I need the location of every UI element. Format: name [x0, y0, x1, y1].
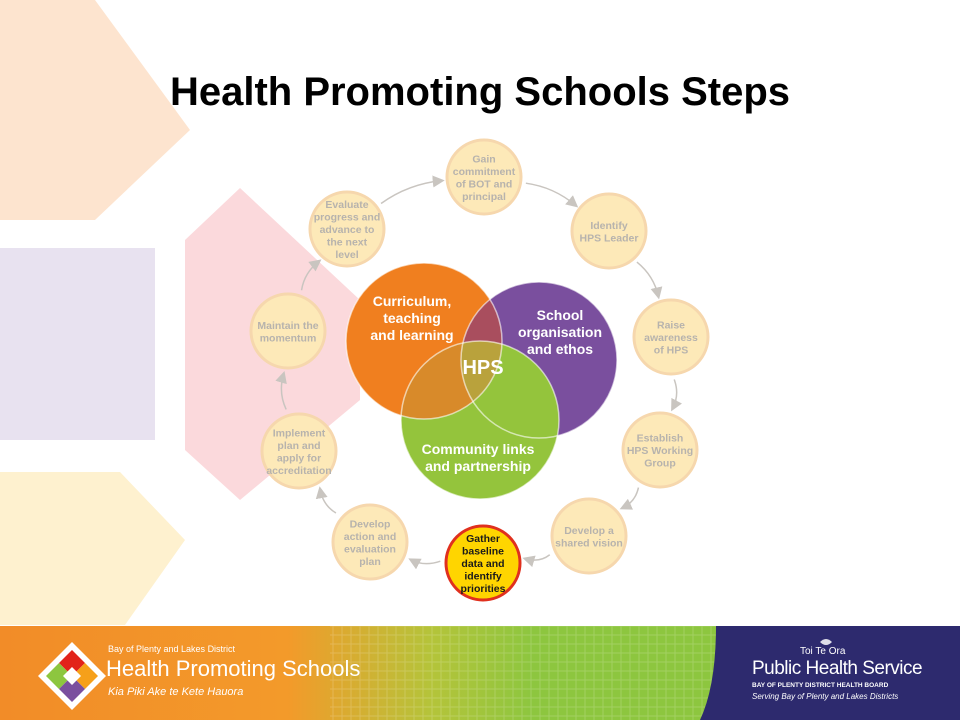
step-8-node [262, 414, 336, 488]
cycle-arrow [411, 560, 440, 564]
cycle-arrow [302, 261, 320, 290]
step-2-label: Identify HPS Leader [579, 219, 639, 245]
step-1-node [447, 140, 521, 214]
step-2-node [572, 194, 646, 268]
footer-board-name: BAY OF PLENTY DISTRICT HEALTH BOARD [752, 682, 889, 689]
cycle-arrow [673, 380, 677, 409]
footer-service-name: Public Health Service [752, 658, 923, 679]
footer-banner [0, 626, 960, 720]
footer-program-name: Health Promoting Schools [106, 656, 361, 681]
venn-diagram [346, 263, 617, 499]
step-1-label: Gain commitment of BOT and principal [452, 153, 516, 203]
step-10-node [310, 192, 384, 266]
step-7-label: Develop action and evaluation plan [343, 518, 397, 568]
step-10-label: Evaluate progress and advance to the next level [313, 199, 381, 261]
cycle-arrow [320, 489, 336, 513]
footer-maori-name: Toi Te Ora [800, 646, 846, 657]
cycle-arrow [525, 555, 549, 560]
step-5-node [552, 499, 626, 573]
step-6-node [446, 526, 520, 600]
step-3-node [634, 300, 708, 374]
venn-label-hps-center: HPS [462, 357, 504, 379]
step-6-label: Gather baseline data and identify priorities [460, 533, 506, 595]
cycle-arrow [381, 181, 442, 204]
venn-label-curriculum: Curriculum, teaching and learning [370, 293, 454, 343]
cycle-arrow [526, 183, 576, 205]
step-8-label: Implement plan and apply for accreditation [266, 427, 332, 477]
step-5-label: Develop a shared vision [555, 524, 623, 550]
cycle-arrow [622, 488, 638, 508]
footer-region-label: Bay of Plenty and Lakes District [108, 644, 236, 654]
step-9-label: Maintain the momentum [257, 319, 319, 345]
step-4-node [623, 413, 697, 487]
venn-label-school: School organisation and ethos [517, 307, 603, 357]
step-4-label: Establish HPS Working Group [626, 432, 694, 470]
footer-serving-text: Serving Bay of Plenty and Lakes Districts [752, 692, 899, 701]
slide-title: Health Promoting Schools Steps [169, 70, 791, 114]
footer-grid-pattern [330, 626, 720, 720]
step-9-node [251, 294, 325, 368]
venn-label-community: Community links and partnership [421, 441, 535, 474]
cycle-arrow [281, 374, 286, 410]
step-7-node [333, 505, 407, 579]
step-3-label: Raise awareness of HPS [644, 319, 698, 357]
footer-tagline: Kia Piki Ake te Kete Hauora [108, 686, 244, 698]
cycle-arrow [637, 262, 659, 296]
